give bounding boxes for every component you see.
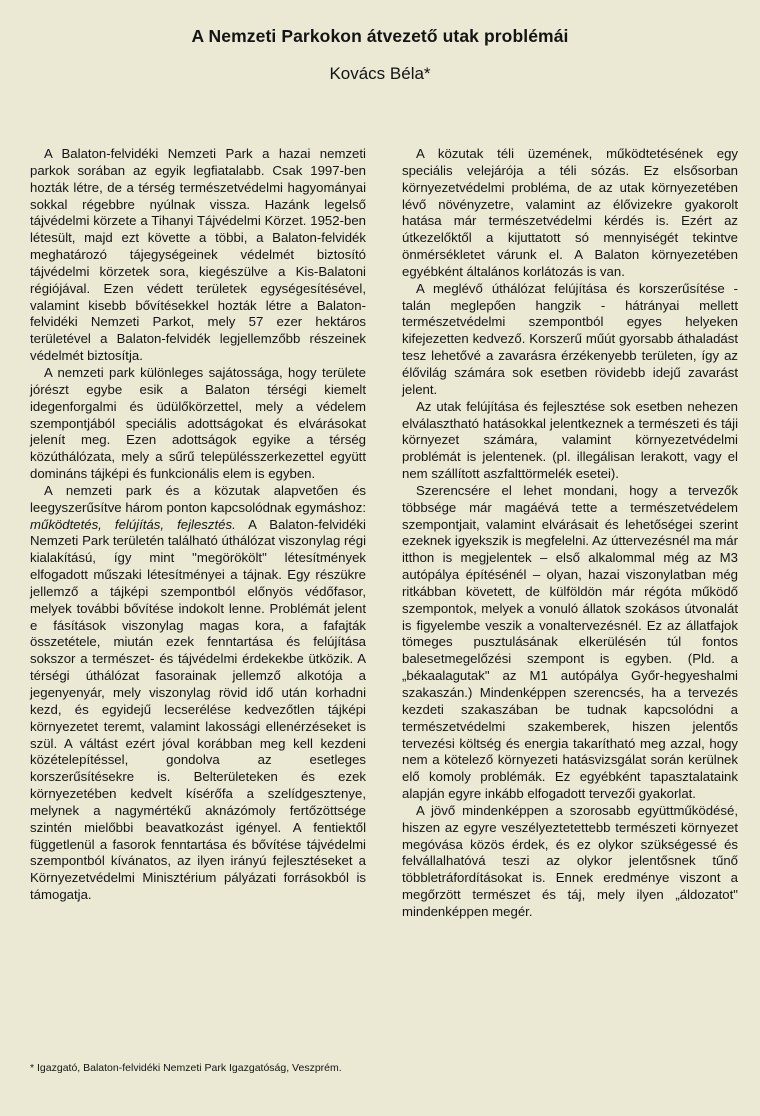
paragraph-text: A Balaton-felvidéki Nemzeti Park területén található úthálózat viszonylag régi kialakítású, így mint "megörökölt" létesítmények elfogadott műszaki létesítményei a tájnak. Egy részükre jellemző a tájképi szempontból előnyös védőfasor, melyek további bővítése indokolt lenne. Problémát jelent e fásítások viszonylag magas kora, a fafajták összetétele, miután ezek fenntartása és felújítása sokszor a természet- és tájvédelmi érdekekbe ütközik. A térségi úthálózat fasorainak jellemző alkotója a jegenyenyár, mely viszonylag rövid idő után korhadni kezd, és egyidejű lecserélése kedvezőtlen tájképi környezetet teremt, valamint lakossági ellenérzéseket is szül. A váltást ezért jóval korábban meg kell kezdeni közételepítéssel, gondolva az esetleges korszerűsítésekre is. Belterületeken és ezek környezetében kedvelt kísérőfa a szelídgesztenye, melynek a nagymértékű aknázómoly fertőzöttsége szintén mielőbbi beavatkozást igényel. A fentiektől függetlenül a fasorok fenntartása és bővítése tájvédelmi szempontból kívánatos, az ilyen irányú fejlesztéseket a Környezetvédelmi Minisztérium pályázati forrásokból is támogatja. bbox=[30, 516, 366, 903]
paragraph: A meglévő úthálózat felújítása és korszerűsítése - talán meglepően hangzik - hátrányai mellett természetvédelmi szempontból egyes helyeken kifejezetten kedvező. Korszerű műút gyorsabb áthaladást tesz lehetővé a zavarásra érzékenyebb területen, így az élővilág számára sok esetben rövidebb idejű zavarást jelent. bbox=[402, 280, 738, 397]
left-column bbox=[30, 146, 366, 904]
page-title: A Nemzeti Parkokon átvezető utak problémái bbox=[191, 26, 569, 46]
paragraph: A közutak téli üzemének, működtetésének egy speciális velejárója a téli sózás. Ez elsősorban környezetvédelmi probléma, de az utak környezetében lévő növényzetre, valamint az élővizekre gyakorolt hatása már természetvédelmi kérdés is. Ezért az útkezelőktől a kijuttatott só mennyiségét tekintve önmérsékletet várunk el. A Balaton környezetében egyébként általános korlátozás is van. bbox=[402, 146, 738, 279]
paragraph bbox=[30, 483, 366, 904]
paragraph: Szerencsére el lehet mondani, hogy a tervezők többsége már magáévá tette a természetvédelem szempontjait, valamint elvárásait és lehetőségei szerint ezeknek igyekszik is megfelelni. Az úttervezésnél ma már itthon is megjelentek – első alkalommal még az M3 autópálya építésénél – olyan, hazai viszonylatban még ritkábban követett, de külföldön már régóta működő szempontok, melyek a vonuló állatok szokásos útvonalát is figyelembe veszik a vonaltervezésnél. Ez az állatfajok tömeges pusztulásának elkerülésén túl fontos balesetmegelőzési szempont is egyben. (Pld. a „békaalagutak" az M1 autópálya Győr-hegyeshalmi szakaszán.) Mindenképpen szerencsés, ha a tervezés kezdeti szakaszában be tudnak kapcsolódni a természetvédelmi szakemberek, hiszen jelentős tervezési költség és energia takarítható meg azzal, hogy nem a kötelező környezeti hatásvizsgálat során kerülnek elő komoly problémák. Ez egyébként tapasztalataink alapján egyre inkább elfogadott tervezői gyakorlat. bbox=[402, 482, 738, 802]
author-name: Kovács Béla* bbox=[329, 64, 431, 83]
footnote: * Igazgató, Balaton-felvidéki Nemzeti Park Igazgatóság, Veszprém. bbox=[30, 1062, 342, 1074]
paragraph-text: A nemzeti park és a közutak alapvetően és leegyszerűsítve három ponton kapcsolódnak egymáshoz: bbox=[30, 482, 366, 515]
right-column bbox=[402, 146, 738, 921]
paragraph: A jövő mindenképpen a szorosabb együttműködésé, hiszen az egyre veszélyeztetettebb természeti környezet megóvása közös érdek, és ez olykor szükségessé és felvállalhatóvá teszi az olykor jelentősnek tűnő többletráfordításokat is. Ennek eredménye viszont a megőrzött természet és táj, mely ilyen „áldozatot" mindenképpen megér. bbox=[402, 802, 738, 919]
paragraph: A nemzeti park különleges sajátossága, hogy területe jórészt egybe esik a Balaton térségi kiemelt idegenforgalmi és üdülőkörzettel, mely a védelem szempontjából speciális adottságokat és elvárásokat jelenít meg. Ezen adottságok egyike a térség közúthálózata, mely a sűrű településszerkezettel együtt domináns tájképi és funkcionális elem is egyben. bbox=[30, 364, 366, 482]
paragraph: Az utak felújítása és fejlesztése sok esetben nehezen elválasztható hatásokkal jelentkeznek a természeti és táji környezet számára, valamint környezetvédelmi problémát is jelentenek. (pl. illegálisan lerakott, vagy el nem szállított aszfalttörmelék esetei). bbox=[402, 398, 738, 482]
emphasized-terms: működtetés, felújítás, fejlesztés. bbox=[30, 516, 236, 532]
paragraph: A Balaton-felvidéki Nemzeti Park a hazai nemzeti parkok sorában az egyik legfiatalabb. Csak 1997-ben hozták létre, de a térség természetvédelmi hagyományai sokkal régebbre nyúlnak vissza. Hazánk legelső tájvédelmi körzete a Tihanyi Tájvédelmi Körzet. 1952-ben létesült, majd ezt követte a többi, a Balaton-felvidék meghatározó tájegységeinek védelmét biztosító tájvédelmi körzetek sora, kiegészülve a Kis-Balatoni régiójával. Ezen védett területek egységesítésével, valamint kisebb bővítésekkel hozták létre a Balaton-felvidéki Nemzeti Parkot, mely 57 ezer hektáros területével a Balaton-felvidék legjellemzőbb részeinek védelmét biztosítja. bbox=[30, 146, 366, 364]
